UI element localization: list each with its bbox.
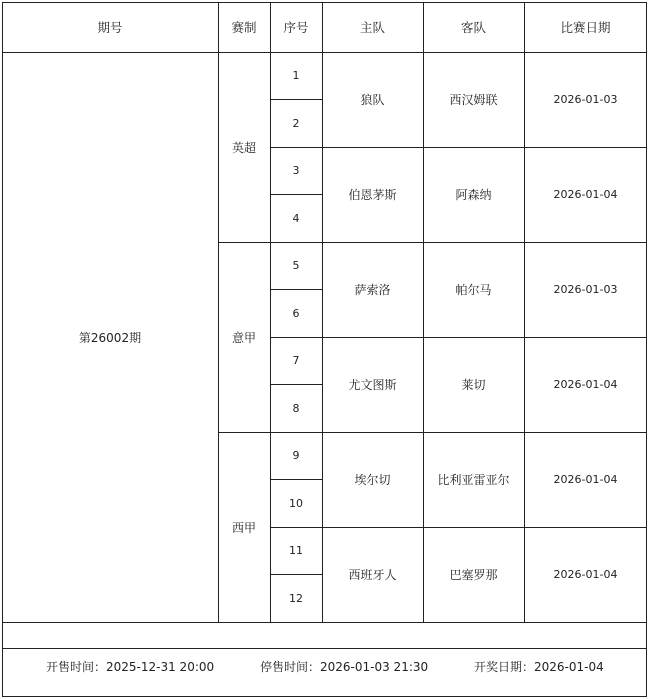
- header-seq: 序号: [283, 20, 309, 35]
- match-date-cell: 2026-01-04: [553, 378, 618, 391]
- match-date-cell: 2026-01-03: [553, 93, 618, 106]
- table-border: [646, 2, 647, 697]
- table-border: [2, 2, 3, 697]
- home-team-cell: 狼队: [360, 93, 385, 107]
- header-away: 客队: [460, 20, 486, 35]
- grid-line: [270, 337, 647, 338]
- grid-line: [270, 194, 322, 195]
- home-team-cell: 萨索洛: [354, 283, 391, 297]
- away-team-cell: 巴塞罗那: [449, 568, 498, 582]
- seq-cell: 2: [292, 116, 300, 130]
- grid-line: [423, 2, 424, 622]
- issue-cell: 第26002期: [78, 330, 142, 345]
- grid-line: [270, 384, 322, 385]
- match-date-cell: 2026-01-03: [553, 283, 618, 296]
- header-league: 赛制: [231, 20, 257, 35]
- grid-line: [270, 289, 322, 290]
- grid-line: [270, 574, 322, 575]
- league-cell: 意甲: [231, 330, 256, 345]
- sale-start-time: 开售时间：2025-12-31 20:00: [46, 660, 215, 674]
- seq-cell: 1: [292, 69, 300, 83]
- home-team-cell: 伯恩茅斯: [348, 188, 397, 202]
- grid-line: [270, 99, 322, 100]
- sale-stop-time: 停售时间：2026-01-03 21:30: [260, 660, 429, 674]
- home-team-cell: 西班牙人: [348, 568, 397, 582]
- away-team-cell: 帕尔马: [455, 283, 492, 297]
- seq-cell: 9: [292, 449, 300, 463]
- seq-cell: 5: [292, 259, 300, 273]
- header-home: 主队: [359, 20, 385, 35]
- table-border: [2, 2, 647, 3]
- seq-cell: 7: [292, 354, 300, 368]
- seq-cell: 6: [292, 306, 300, 320]
- match-date-cell: 2026-01-04: [553, 188, 618, 201]
- grid-line: [2, 622, 647, 623]
- league-cell: 西甲: [231, 520, 256, 535]
- seq-cell: 4: [292, 211, 300, 225]
- seq-cell: 12: [289, 591, 303, 605]
- grid-line: [322, 2, 323, 622]
- seq-cell: 11: [289, 544, 303, 558]
- away-team-cell: 西汉姆联: [449, 93, 498, 107]
- seq-cell: 8: [292, 401, 300, 415]
- away-team-cell: 比利亚雷亚尔: [437, 473, 510, 487]
- draw-date: 开奖日期：2026-01-04: [474, 660, 604, 674]
- away-team-cell: 阿森纳: [455, 188, 492, 202]
- grid-line: [2, 52, 647, 53]
- home-team-cell: 尤文图斯: [348, 378, 397, 392]
- seq-cell: 3: [292, 164, 300, 178]
- header-date: 比赛日期: [560, 20, 611, 35]
- grid-line: [218, 2, 219, 622]
- header-issue: 期号: [97, 20, 123, 35]
- sale-info-footer: [2, 648, 647, 682]
- league-cell: 英超: [231, 140, 256, 155]
- grid-line: [218, 242, 647, 243]
- grid-line: [218, 432, 647, 433]
- seq-cell: 10: [289, 496, 303, 510]
- home-team-cell: 埃尔切: [354, 473, 391, 487]
- grid-line: [270, 527, 647, 528]
- grid-line: [524, 2, 525, 622]
- grid-line: [270, 2, 271, 622]
- schedule-table: [2, 2, 647, 697]
- grid-line: [270, 479, 322, 480]
- match-date-cell: 2026-01-04: [553, 568, 618, 581]
- match-date-cell: 2026-01-04: [553, 473, 618, 486]
- table-border: [2, 696, 647, 697]
- grid-line: [270, 147, 647, 148]
- away-team-cell: 莱切: [461, 378, 486, 392]
